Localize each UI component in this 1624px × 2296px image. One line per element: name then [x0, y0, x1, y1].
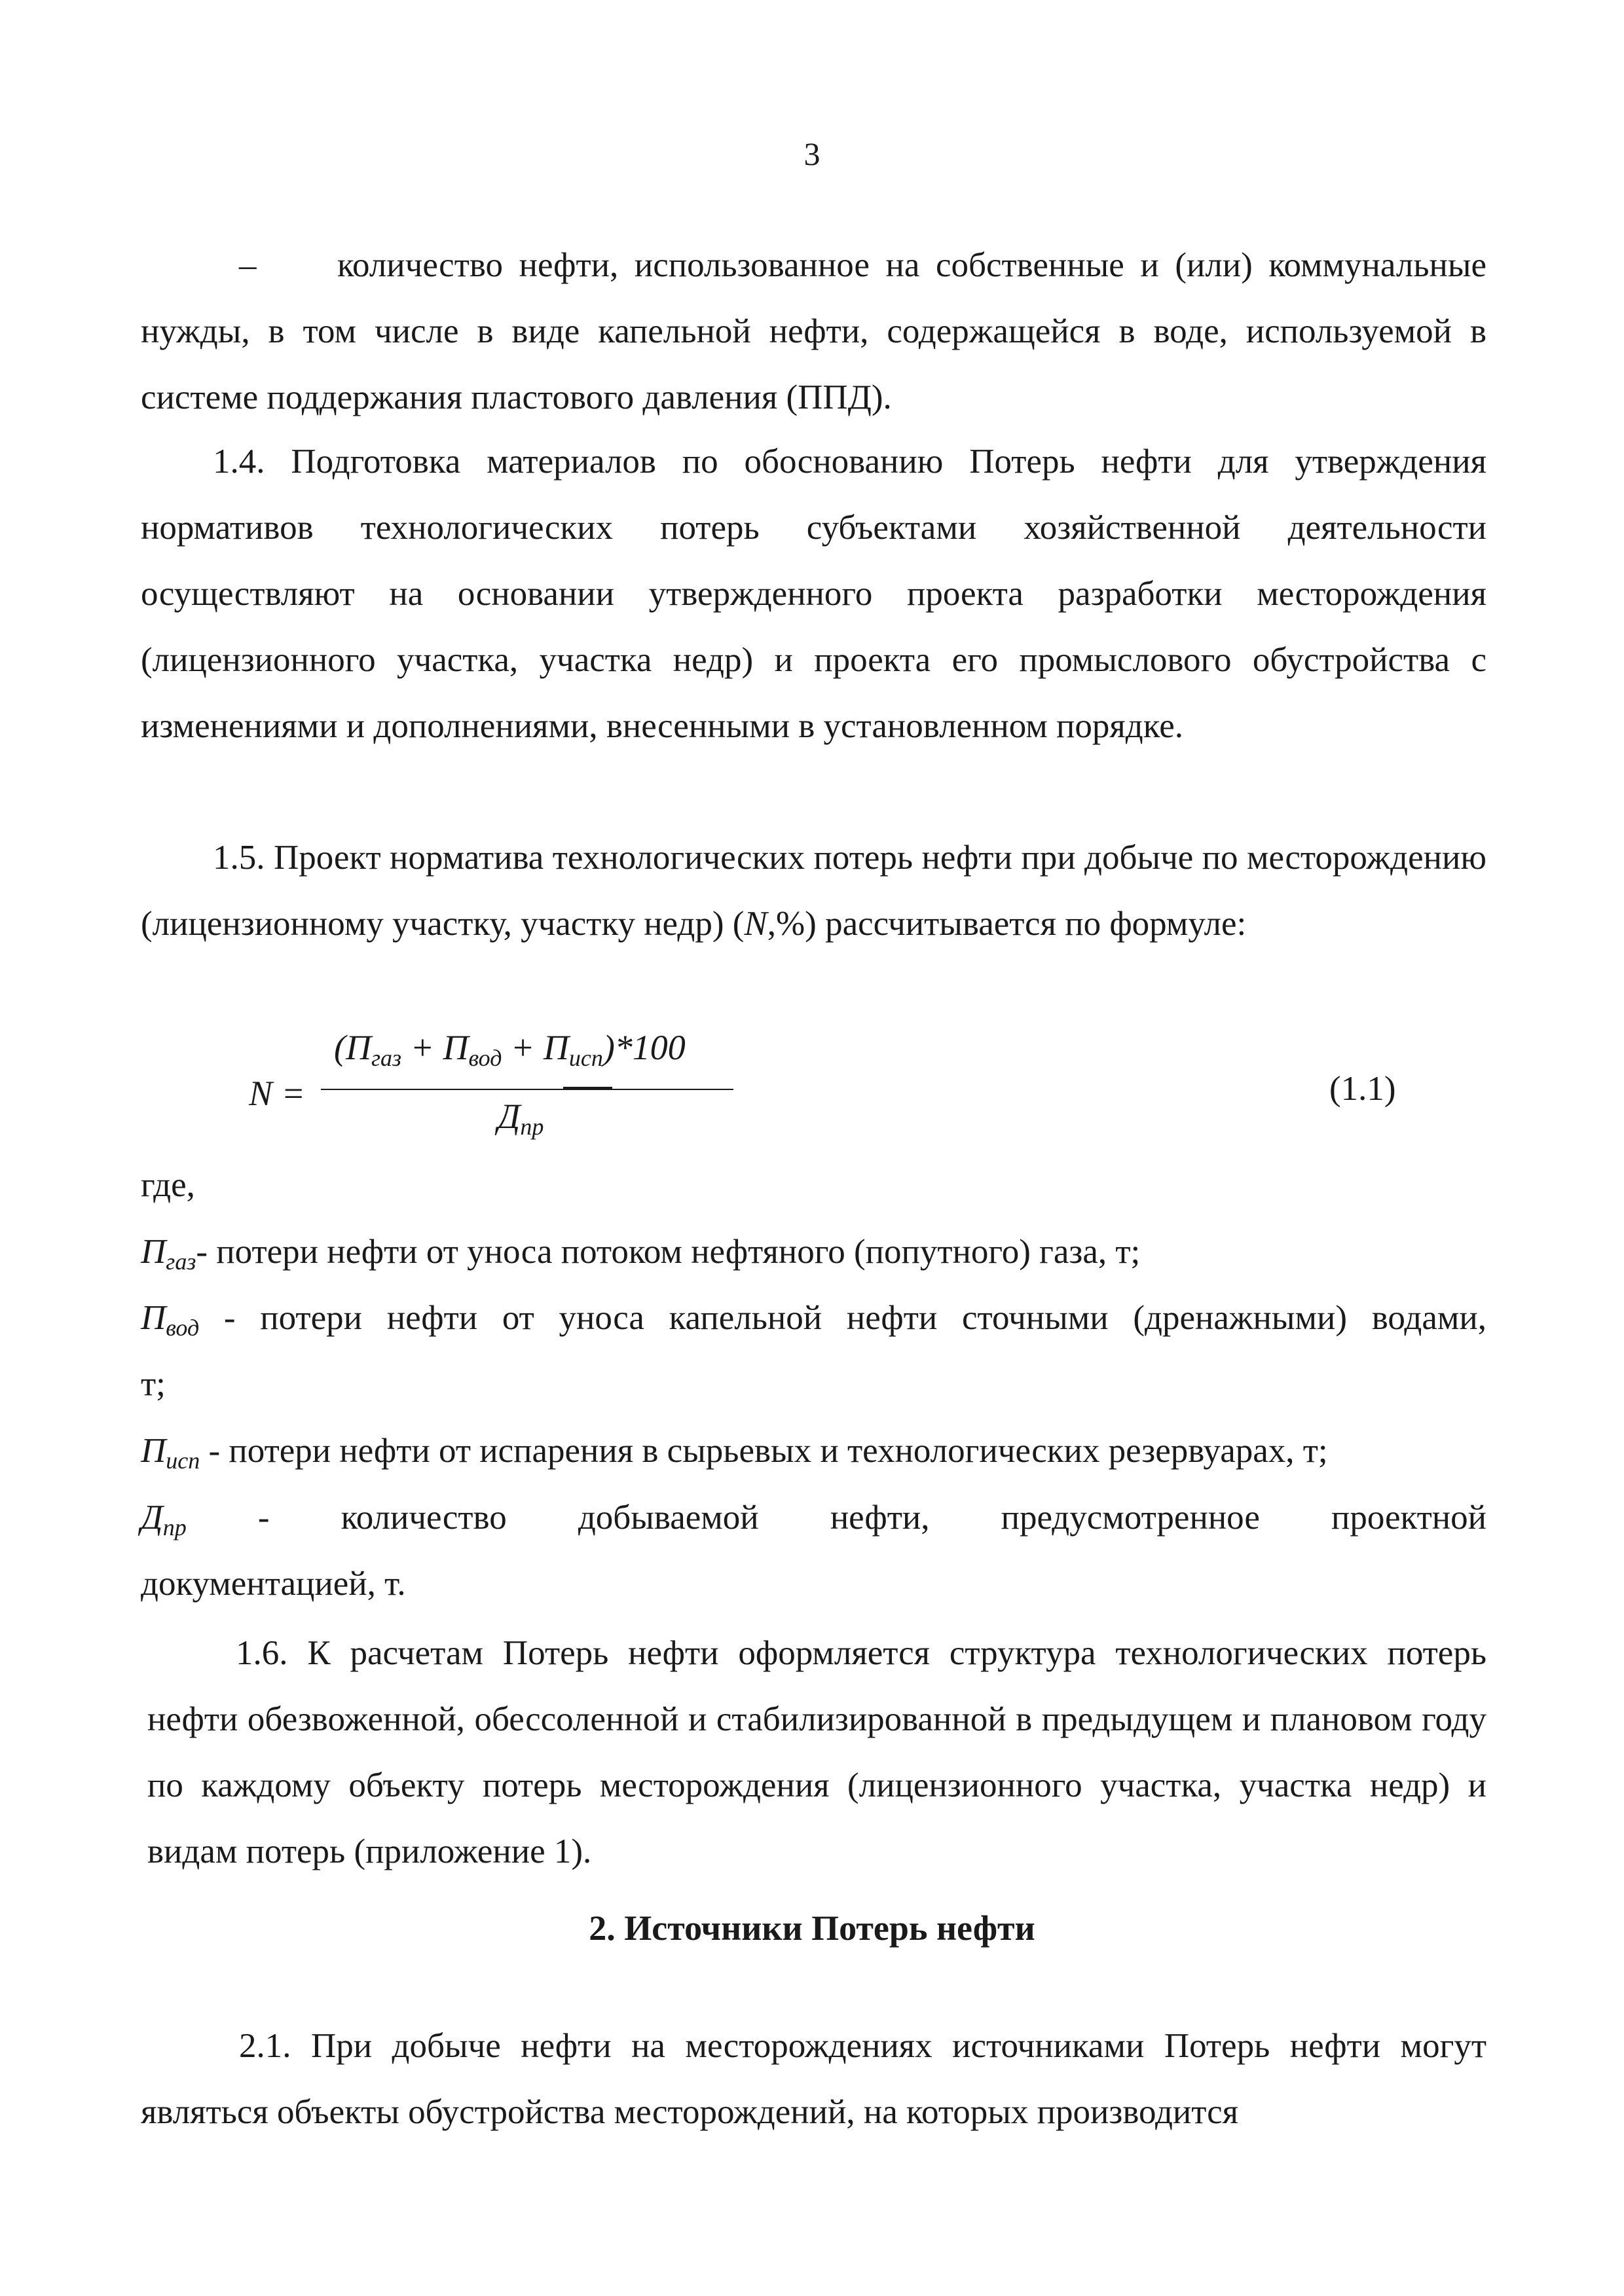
paragraph-1-4: 1.4. Подготовка материалов по обоснованию Потерь нефти для утверждения нормативов технологических потерь субъектами хозяйственной деятельности осуществляют на основании утвержденного проекта разработки месторождения (лицензионного участка, участка недр) и проекта его промыслового обустройства с изменениями и дополнениями, внесенными в установленном порядке.	[141, 443, 1486, 745]
num-sub-gaz: газ	[371, 1045, 402, 1071]
def-pr-word: проектной	[1331, 1499, 1486, 1537]
page-number: 3	[803, 136, 821, 172]
dash-marker: –	[239, 246, 257, 284]
num-plus-2: + П	[502, 1028, 569, 1067]
definition-p-vod	[141, 1285, 1486, 1351]
def-isp-symbol: $П_{исп}$	[141, 1432, 200, 1474]
def-pr-word: -	[257, 1499, 270, 1537]
def-pr-symbol: $Д_{пр}$	[141, 1499, 187, 1540]
where-label: где,	[141, 1166, 195, 1204]
fraction-bar	[321, 1089, 733, 1090]
paragraph-1-6: 1.6. К расчетам Потерь нефти оформляется структура технологических потерь нефти обезвоженной, обессоленной и стабилизированной в предыдущем и плановом году по каждому объекту потерь месторождения (лицензионного участка, участка недр) и видам потерь (приложение 1).	[147, 1634, 1486, 1870]
den-main: Д	[498, 1097, 521, 1136]
def-isp-text: - потери нефти от испарения в сырьевых и технологических резервуарах, т;	[200, 1432, 1328, 1470]
num-close: )*100	[602, 1028, 686, 1067]
def-pr-word: нефти,	[830, 1499, 930, 1537]
paragraph-2-1: 2.1. При добыче нефти на месторождениях источниками Потерь нефти могут являться объекты обустройства месторождений, на которых производится	[141, 2027, 1486, 2131]
num-plus-1: + П	[401, 1028, 469, 1067]
num-sub-vod: вод	[468, 1045, 502, 1071]
definition-p-isp	[141, 1418, 1486, 1484]
num-open: (П	[334, 1028, 371, 1067]
def-pr-word: предусмотренное	[1001, 1499, 1260, 1537]
symbol-n: N	[744, 905, 767, 943]
definition-p-gaz	[141, 1219, 1486, 1285]
def-gaz-text: - потери нефти от уноса потоком нефтяного (попутного) газа, т;	[196, 1233, 1141, 1271]
formula-lhs: N =	[249, 1074, 305, 1113]
den-sub: пр	[520, 1114, 544, 1140]
section-heading: 2. Источники Потерь нефти	[589, 1908, 1035, 1948]
def-pr-word: добываемой	[578, 1499, 759, 1537]
formula-number: (1.1)	[1329, 1070, 1396, 1108]
fraction-bar-accent	[563, 1087, 612, 1089]
paragraph-1-5	[141, 825, 1486, 957]
num-sub-isp: исп	[568, 1045, 603, 1071]
formula-denominator	[498, 1093, 544, 1139]
formula-numerator	[334, 1025, 686, 1070]
list-item-dash	[141, 232, 1486, 431]
definition-d-pr-cont: документацией, т.	[141, 1565, 406, 1603]
def-vod-text: - потери нефти от уноса капельной нефти сточными (дренажными) водами,	[199, 1299, 1486, 1337]
def-gaz-symbol: $П_{газ}$	[141, 1233, 196, 1275]
def-pr-word: количество	[341, 1499, 507, 1537]
paragraph-1-5-before: 1.5. Проект норматива технологических потерь нефти при добыче по месторождению (лицензионному участку, участку недр) (	[141, 839, 1486, 943]
paragraph-1-5-after: ,%) рассчитывается по формуле:	[767, 905, 1247, 943]
def-vod-symbol: $П_{вод}$	[141, 1299, 200, 1341]
dash-item-text: количество нефти, использованное на собственные и (или) коммунальные нужды, в том числе в виде капельной нефти, содержащейся в воде, используемой в системе поддержания пластового давления (ППД).	[141, 246, 1486, 416]
definition-d-pr	[141, 1485, 1486, 1551]
definition-p-vod-cont: т;	[141, 1365, 166, 1403]
